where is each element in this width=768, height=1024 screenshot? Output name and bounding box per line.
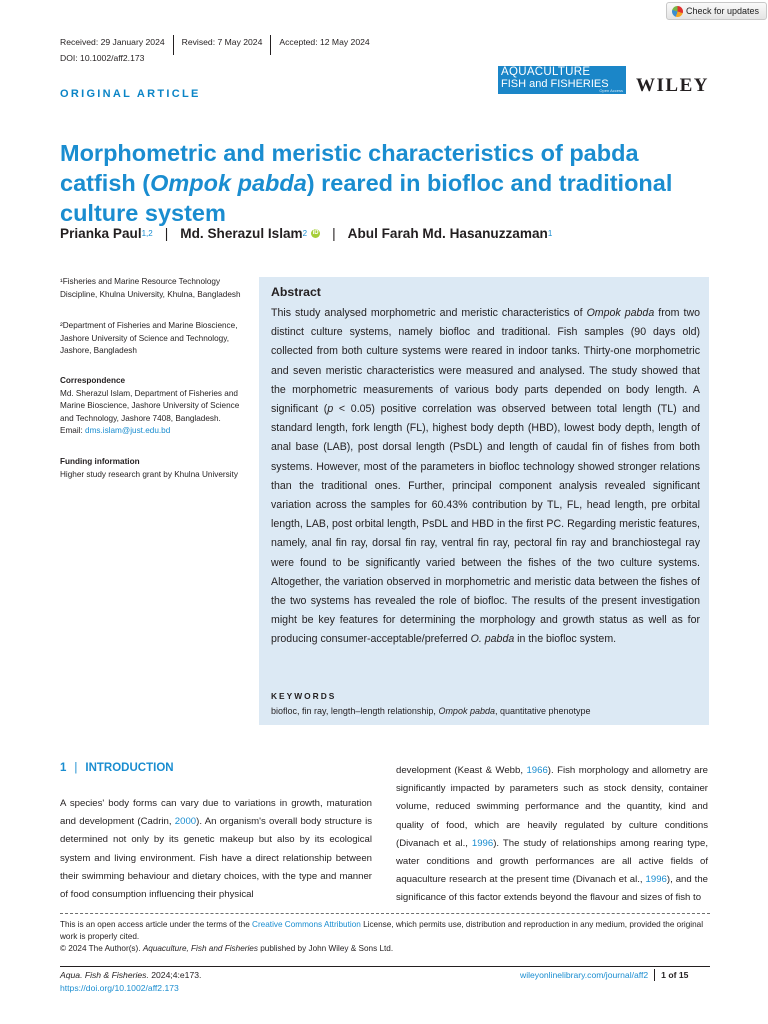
divider [270,35,271,55]
footer-rule [60,966,710,967]
affiliation-2: ²Department of Fisheries and Marine Bioscience, Jashore University of Science and Technology, Jashore, Bangladesh [60,321,238,355]
divider: | [332,226,336,241]
revised-date: Revised: 7 May 2024 [181,36,263,47]
article-type: ORIGINAL ARTICLE [60,88,201,100]
correspondence: Correspondence Md. Sherazul Islam, Department of Fisheries and Marine Bioscience, Jashore University of Science and Technology, Jashore 7408, Bangladesh. Email: dms.islam@just.edu.bd [60,376,240,435]
body-column-left: A species' body forms can vary due to variations in growth, maturation and development (Cadrin, 2000). An organism's overall body structure is determined not only by its genetic makeup but also by its ecological system and living environment. Fish have a direct relationship between their swimming behaviour and dietary choices, with the type and manner of food consumption influencing their physical [60,798,372,901]
abstract-text: This study analysed morphometric and meristic characteristics of Ompok pabda from two distinct culture systems, namely biofloc and traditional. Fish samples (90 days old) collected from both culture systems were reared in indoor tanks. Thirty-one morphometric and seven meristic characteristics were measured and analysed. The study showed that the morphometric measurements of various body parts depended on body length. A significant (p < 0.05) positive correlation was observed between total length (TL) and standard length, fork length (FL), highest body depth (HBD), lowest body depth, length of anal base (LAB), post dorsal length (PsDL) and length of caudal fin of fishes from both systems. However, most of the parameters in biofloc technology showed stronger relations than the traditional ones. Further, principal component analysis revealed significant variation across the samples for 60.43% contribution by TL, FL, head length, pre orbital length, LAB, post orbital length, PsDL and HBD in the first PC. Regarding meristic features, namely, anal fin ray, dorsal fin ray, ventral fin ray, pectoral fin ray and branchiostegal ray were found to be significantly varied between the fishes of the two culture systems. Altogether, the variation observed in morphometric and meristic data between the fishes of the two systems has revealed the role of biofloc. The results of the present investigation might be key features for determining the morphology and growth status as well as for producing consumer-acceptable/preferred O. pabda in the biofloc system. [271,307,700,646]
author-name: Abul Farah Md. Hasanuzzaman [347,226,548,241]
doi: DOI: 10.1002/aff2.173 [60,53,145,63]
author-list: Prianka Paul 1,2 | Md. Sherazul Islam 2 iD | Abul Farah Md. Hasanuzzaman 1 [60,226,553,241]
publisher-logo: WILEY [636,75,709,96]
check-for-updates-button[interactable] [666,2,767,20]
license-note: This is an open access article under the terms of the Creative Commons Attribution License, which permits use, distribution and reproduction in any medium, provided the original work is properly cited. © 2024 The Author(s). Aquaculture, Fish and Fisheries published by John Wiley & Sons Ltd. [60,920,704,953]
divider [173,35,174,55]
doi-link[interactable]: https://doi.org/10.1002/aff2.173 [60,982,179,993]
affiliation-1: ¹Fisheries and Marine Resource Technology Discipline, Khulna University, Khulna, Bangladesh [60,277,241,299]
citation-link[interactable]: 2000 [174,816,197,828]
orcid-icon[interactable]: iD [312,230,319,236]
funding-information: Funding information Higher study research grant by Khulna University [60,457,238,479]
author-name: Md. Sherazul Islam [180,226,303,241]
email-link[interactable]: dms.islam@just.edu.bd [85,426,171,435]
article-dates [60,35,370,48]
citation-link[interactable]: 1966 [526,765,548,776]
received-date: Received: 29 January 2024 [60,36,165,47]
page-footer [520,969,688,981]
abstract-heading: Abstract [271,285,321,299]
check-for-updates-label: Check for updates [686,6,760,16]
page-number: 1 of 15 [661,970,689,980]
crossmark-icon [672,6,683,17]
journal-logo: AQUACULTURE FISH and FISHERIES Open Access [498,66,626,94]
body-column-right: development (Keast & Webb, 1966). Fish morphology and allometry are significantly impacted by parameters such as stock density, container volume, reduced swimming performance and the quantity, kind and quality of food, which are heavily regulated by culture conditions (Divanach et al., 1996). The study of relationships among rearing type, water conditions and growth performances are all active fields of aquaculture research at the present time (Divanach et al., 1996), and the significance of this factor extends beyond the flavour and sizes of fish to [396,765,708,904]
paper-title: Morphometric and meristic characteristics of pabda catfish (Ompok pabda) reared in biofloc and traditional culture system [60,140,673,226]
keywords-heading: KEYWORDS [271,691,337,701]
license-link[interactable]: Creative Commons Attribution [252,920,361,929]
author-name: Prianka Paul [60,226,142,241]
citation: Aqua. Fish & Fisheries. 2024;4:e173. https://doi.org/10.1002/aff2.173 [60,970,202,993]
footnote-divider [60,913,710,914]
divider: | [164,226,169,241]
keywords: biofloc, fin ray, length–length relationship, Ompok pabda, quantitative phenotype [271,706,591,716]
citation-link[interactable]: 1996 [471,837,494,849]
divider [654,969,655,981]
section-heading: 1 | INTRODUCTION [60,762,174,774]
citation-link[interactable]: 1996 [645,874,667,886]
journal-site-link[interactable]: wileyonlinelibrary.com/journal/aff2 [520,970,649,980]
accepted-date: Accepted: 12 May 2024 [279,36,370,47]
